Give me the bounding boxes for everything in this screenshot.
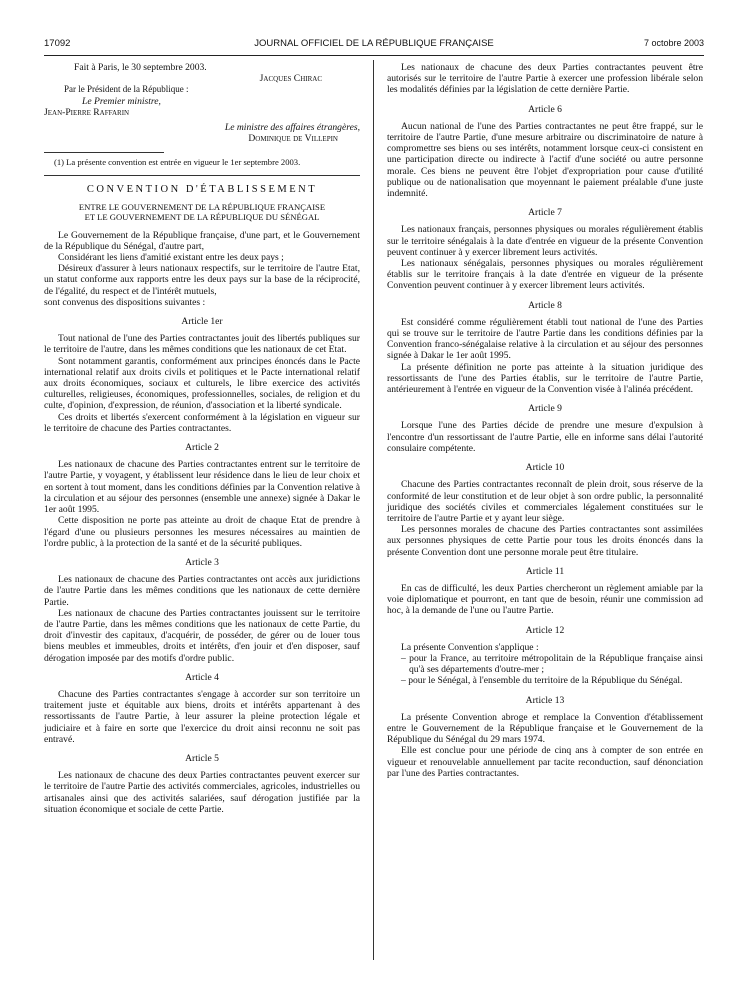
article-12-list [387, 653, 703, 687]
article-paragraph: En cas de difficulté, les deux Parties chercheront un règlement amiable par la voie diplomatique et pourront, en tant que de besoin, réunir une commission ad hoc, à la demande de l'une ou l'autre Partie. [387, 582, 703, 617]
article-13-para-1: La présente Convention abroge et remplace la Convention d'établissement entre le Gouvernement de la République française et le Gouvernement de la République du Sénégal du 29 mars 1974. [387, 711, 703, 746]
preamble-3: Désireux d'assurer à leurs nationaux respectifs, sur le territoire de l'autre Etat, un statut conforme aux rapports entre les deux pays sur la base de la réciprocité, de l'égalité, du respect et de l'intérêt mutuels, [44, 263, 360, 297]
article-12-item-senegal: – pour le Sénégal, à l'ensemble du territoire de la République du Sénégal. [401, 675, 683, 687]
by-president: Par le Président de la République : [64, 84, 189, 95]
article-paragraph: La présente définition ne porte pas atteinte à la situation juridique des ressortissants de l'une des Parties établis, sur le territoire de l'autre Partie, antérieurement à l'entrée en vigueur de la Convention visée à l'alinéa précédent. [387, 361, 703, 396]
pm-title: Le Premier ministre, [82, 95, 161, 107]
page-number: 17092 [44, 38, 71, 49]
article-paragraph: Les nationaux sénégalais, personnes physiques ou morales régulièrement établis sur le territoire français à la date d'entrée en vigueur de la présente Convention peuvent continuer à y exercer librement leurs activités. [387, 258, 703, 292]
article-title: Article 10 [525, 462, 565, 474]
footnote-rule [44, 152, 164, 153]
minister-title: Le ministre des affaires étrangères, [224, 122, 360, 134]
article-title: Article 8 [528, 299, 562, 311]
article-paragraph: Cette disposition ne porte pas atteinte au droit de chaque Etat de prendre à l'égard d'une ou plusieurs personnes les mesures nécessaires au maintien de l'ordre public, à la protection de la santé et de la sécurité publiques. [44, 515, 360, 549]
article-12-title: Article 12 [525, 624, 565, 636]
article-paragraph: Lorsque l'une des Parties décide de prendre une mesure d'expulsion à l'encontre d'un ressortissant de l'autre Partie, elle en informe sans délai l'autorité consulaire compétente. [387, 420, 703, 454]
article-title: Article 9 [528, 403, 562, 415]
page-header [44, 38, 704, 54]
pm-name: Jean-Pierre Raffarin [44, 106, 130, 118]
right-articles [387, 104, 703, 617]
article-paragraph: Aucun national de l'une des Parties contractantes ne peut être frappé, sur le territoire de l'autre Partie, d'une mesure arbitraire ou discriminatoire de nature à compromettre ses biens ou ses intérêts, notamment lorsque ceux-ci consistent en une participation directe ou indirecte à l'actif d'une société ou autre personne morale. Ces biens ne peuvent être l'objet d'expropriation pour cause d'utilité publique ou de nationalisation que moyennant le paiement préalable d'une juste indemnité. [387, 120, 703, 200]
article-13-para-2: Elle est conclue pour une période de cinq ans à compter de son entrée en vigueur et renouvelable annuellement par tacite reconduction, sauf dénonciation par l'une des Parties contractantes. [387, 745, 703, 779]
article-title: Article 3 [185, 556, 219, 568]
header-rule [44, 55, 704, 56]
section-rule [44, 175, 360, 176]
left-articles [44, 316, 360, 815]
article-12-intro: La présente Convention s'applique : [401, 641, 539, 653]
article-5-continued: Les nationaux de chacune des deux Parties contractantes peuvent être autorisés sur le territoire de l'autre Partie à exercer une profession libérale selon les modalités définies par la législation de cette dernière Partie. [387, 62, 703, 96]
article-paragraph: Chacune des Parties contractantes reconnaît de plein droit, sous réserve de la conformité de leur constitution et de leur objet à son ordre public, la personnalité juridique des sociétés civiles et commerciales légalement constituées sur le territoire de l'autre Partie et y ayant leur siège. [387, 479, 703, 524]
article-title: Article 11 [525, 565, 565, 577]
column-divider [373, 60, 374, 960]
minister-name: Dominique de Villepin [248, 133, 338, 145]
article-title: Article 4 [185, 671, 219, 683]
right-column [387, 62, 703, 779]
article-title: Article 2 [185, 442, 219, 454]
article-13-title: Article 13 [525, 694, 565, 706]
article-title: Article 6 [528, 103, 562, 115]
left-column [44, 62, 360, 815]
article-paragraph: Les nationaux de chacune des Parties contractantes ont accès aux juridictions de l'autre Partie dans les mêmes conditions que les nationaux de cette dernière Partie. [44, 574, 360, 608]
article-paragraph: Les nationaux de chacune des Parties contractantes jouissent sur le territoire de l'autre Partie, dans les mêmes conditions que les nationaux de cette Partie, du droit d'investir des capitaux, d'acquérir, de posséder, de gérer ou de louer tous biens meubles et immeubles, droits et intérêts, d'en jouir et d'en disposer, sauf dérogation imposée par des motifs d'ordre public. [44, 607, 360, 664]
agreed-line: sont convenus des dispositions suivantes : [44, 296, 206, 308]
subtitle-line-1: ENTRE LE GOUVERNEMENT DE LA RÉPUBLIQUE FRANÇAISE [78, 201, 326, 212]
article-paragraph: Les personnes morales de chacune des Parties contractantes sont assimilées aux personnes physiques de cette Partie pour tous les droits énoncés dans la présente Convention dont une personne morale peut être titulaire. [387, 524, 703, 558]
subtitle-line-2: ET LE GOUVERNEMENT DE LA RÉPUBLIQUE DU SÉNÉGAL [84, 211, 320, 222]
article-paragraph: Les nationaux français, personnes physiques ou morales régulièrement établis sur le territoire sénégalais à la date d'entrée en vigueur de la présente Convention peuvent continuer à y exercer librement leurs activités. [387, 224, 703, 258]
convention-title: CONVENTION D'ÉTABLISSEMENT [86, 184, 318, 196]
article-title: Article 7 [528, 207, 562, 219]
article-paragraph: Chacune des Parties contractantes s'engage à accorder sur son territoire un traitement juste et équitable aux biens, droits et intérêts appartenant à des ressortissants de l'autre Partie, à leur assurer la pleine protection légale et judiciaire et à faire en sorte que l'exercice du droit ainsi reconnu ne soit pas entravé. [44, 688, 360, 745]
article-paragraph: Tout national de l'une des Parties contractantes jouit des libertés publiques sur le territoire de l'autre, dans les mêmes conditions que les nationaux de cet Etat. [44, 333, 360, 356]
article-paragraph: Est considéré comme régulièrement établi tout national de l'une des Parties qui se trouve sur le territoire de l'autre Partie dans les conditions définies par la Convention franco-sénégalaise relative à la circulation et au séjour des personnes signée à Dakar le 1er août 1995. [387, 316, 703, 362]
article-title: Article 1er [181, 316, 223, 328]
place-date: Fait à Paris, le 30 septembre 2003. [74, 62, 207, 73]
article-paragraph: Sont notamment garantis, conformément aux principes énoncés dans le Pacte international relatif aux droits civils et politiques et le Pacte international relatif aux droits économiques, sociaux et culturels, le libre exercice des activités culturelles, religieuses, économiques, professionnelles, sociales, de religion et du culte, d'opinion, d'expression, de réunion, d'association et la liberté syndicale. [44, 355, 360, 412]
article-paragraph: Ces droits et libertés s'exercent conformément à la législation en vigueur sur le territoire de chacune des Parties contractantes. [44, 411, 360, 434]
article-title: Article 5 [185, 752, 219, 764]
article-paragraph: Les nationaux de chacune des Parties contractantes entrent sur le territoire de l'autre Partie, y voyagent, y établissent leur résidence dans le lieu de leur choix et en sortent à tout moment, dans les conditions définies par la Convention relative à la circulation et au séjour des personnes (ensemble une annexe) signée à Dakar le 1er août 1995. [44, 459, 360, 516]
footnote: (1) La présente convention est entrée en vigueur le 1er septembre 2003. [54, 157, 301, 168]
preamble-2: Considérant les liens d'amitié existant entre les deux pays ; [58, 252, 284, 264]
article-paragraph: Les nationaux de chacune des deux Parties contractantes peuvent exercer sur le territoire de l'autre Partie des activités commerciales, agricoles, industrielles ou artisanales ainsi que des activités salariées, sauf dérogation justifiée par la situation économique et sociale de cette Partie. [44, 770, 360, 815]
journal-title: JOURNAL OFFICIEL DE LA RÉPUBLIQUE FRANÇAISE [254, 38, 494, 49]
convention-subtitle [44, 202, 360, 222]
issue-date: 7 octobre 2003 [643, 38, 704, 48]
preamble-1: Le Gouvernement de la République française, d'une part, et le Gouvernement de la République du Sénégal, d'autre part, [44, 229, 360, 252]
president-name: Jacques Chirac [259, 73, 322, 85]
article-12-item-france: – pour la France, au territoire métropolitain de la République française ainsi qu'à ses départements d'outre-mer ; [401, 652, 703, 676]
